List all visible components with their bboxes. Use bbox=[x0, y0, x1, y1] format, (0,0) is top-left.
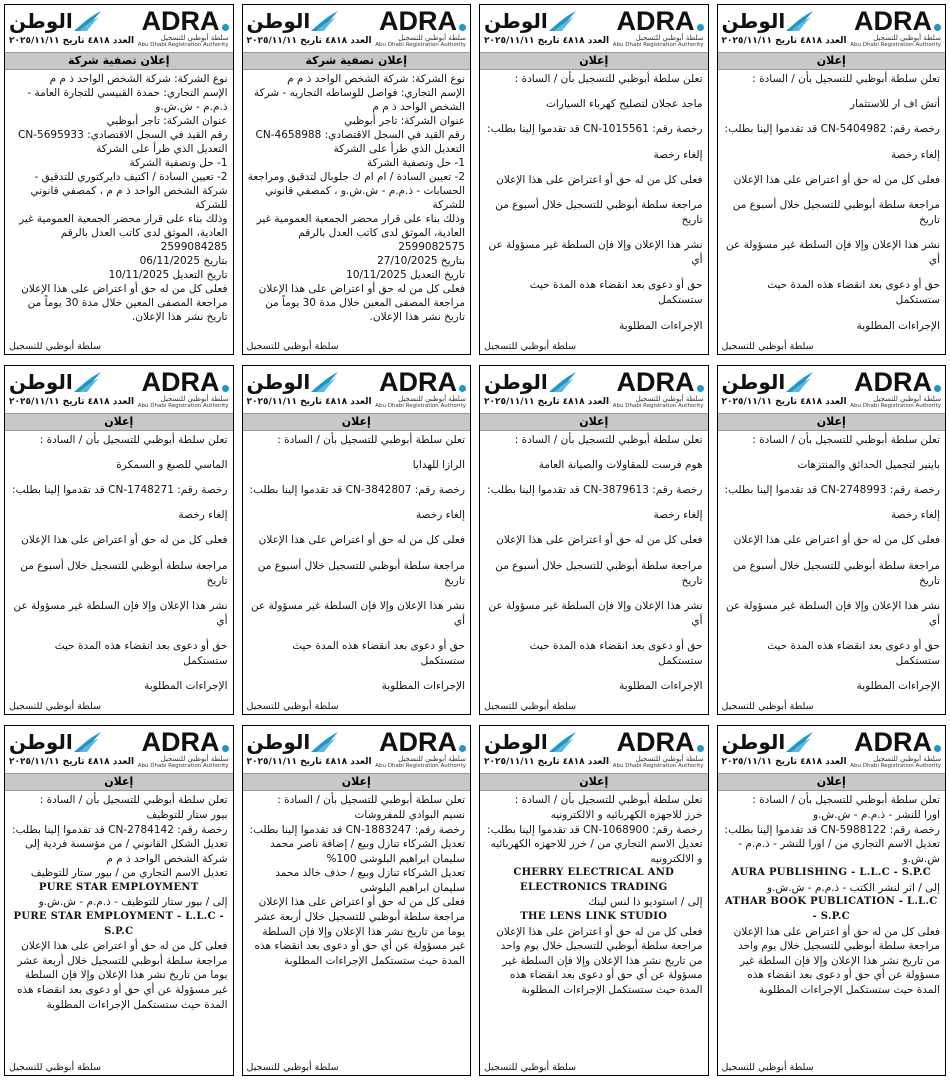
adra-arabic-name: سلطة أبوظبي للتسجيل bbox=[635, 755, 704, 764]
notice-line: التعديل الذي طرأ على الشركة bbox=[96, 143, 228, 155]
notice-line: تعلن سلطة أبوظبي للتسجيل بأن / السادة : bbox=[39, 794, 228, 807]
authority-signature: سلطة أبوظبي للتسجيل bbox=[721, 701, 814, 713]
alwatan-swoosh-icon bbox=[546, 9, 578, 33]
notice-line: فعلى كل من له حق أو اعتراض على هذا الإعلان bbox=[21, 534, 228, 547]
card-header bbox=[5, 726, 233, 773]
alwatan-wordmark: الوطن bbox=[9, 730, 73, 755]
notice-card-cancel-2 bbox=[479, 4, 709, 355]
notice-line: عنوان الشركة: تاجر أبوظبي bbox=[106, 115, 228, 127]
notice-line: رقم القيد في السجل الاقتصادي: CN-5695933 bbox=[18, 129, 228, 141]
adra-logo bbox=[138, 729, 229, 770]
notice-line: رخصة رقم: CN-3842807 قد تقدموا إلينا بطلب: bbox=[249, 484, 465, 497]
notice-line: باينير لتجميل الحدائق والمنتزهات bbox=[797, 458, 940, 471]
adra-arabic-name: سلطة أبوظبي للتسجيل bbox=[160, 755, 229, 764]
alwatan-wordmark: الوطن bbox=[9, 9, 73, 33]
notice-line: إلى / اثر لنشر الكتب - ذ.م.م - ش.ش.و bbox=[767, 881, 940, 894]
adra-dot-icon bbox=[222, 24, 229, 31]
authority-signature: سلطة أبوظبي للتسجيل bbox=[9, 340, 102, 352]
notice-title-bar: إعلان bbox=[718, 773, 946, 791]
authority-signature: سلطة أبوظبي للتسجيل bbox=[721, 1061, 814, 1073]
notice-line: وذلك بناء على قرار محضر الجمعية العمومية غير العادية، الموثق لدى كاتب العدل بالرقم 2599084285 bbox=[19, 213, 228, 253]
adra-wordmark: ADRA bbox=[854, 727, 932, 758]
alwatan-swoosh-icon bbox=[308, 9, 340, 33]
alwatan-masthead bbox=[247, 729, 372, 767]
notice-line: الإجراءات المطلوبة bbox=[619, 680, 703, 693]
notice-line: AURA PUBLISHING - L.L.C - S.P.C bbox=[731, 867, 932, 879]
adra-logo bbox=[137, 366, 229, 410]
alwatan-swoosh-icon bbox=[71, 370, 103, 394]
adra-arabic-name: سلطة أبوظبي للتسجيل bbox=[873, 394, 941, 403]
issue-date: العدد ٤٨١٨ تاريخ ٢٠٢٥/١١/١١ bbox=[484, 757, 610, 768]
adra-logo bbox=[850, 8, 941, 49]
alwatan-logo bbox=[9, 729, 103, 755]
adra-logo bbox=[613, 729, 704, 770]
notice-line: إلى / استوديو ذا لنس لينك bbox=[588, 896, 703, 909]
adra-dot-icon bbox=[934, 745, 941, 752]
notice-line: نشر هذا الإعلان وإلا فإن السلطة غير مسؤولة عن أي bbox=[13, 599, 228, 627]
notice-line: الإجراءات المطلوبة bbox=[144, 680, 228, 693]
alwatan-swoosh-icon bbox=[308, 730, 340, 754]
adra-logo bbox=[138, 8, 229, 49]
authority-signature: سلطة أبوظبي للتسجيل bbox=[484, 340, 577, 352]
notice-title-bar: إعلان تصفية شركة bbox=[243, 52, 471, 70]
notice-body bbox=[243, 70, 471, 354]
notice-line: PURE STAR EMPLOYMENT - L.L.C - S.P.C bbox=[13, 911, 224, 937]
adra-wordmark: ADRA bbox=[379, 6, 457, 36]
notice-line: إلغاء رخصة bbox=[891, 148, 940, 161]
notice-line: تعديل الشركاء تنازل وبيع / حذف خالد محمد سليمان ابراهيم البلوشى bbox=[275, 867, 465, 894]
issue-date: العدد ٤٨١٨ تاريخ ٢٠٢٥/١١/١١ bbox=[721, 757, 847, 768]
notice-line: الرازا للهدايا bbox=[412, 458, 465, 471]
notice-line: تعلن سلطة أبوظبي للتسجيل بأن / السادة : bbox=[514, 73, 703, 85]
alwatan-masthead bbox=[722, 369, 847, 407]
issue-date: العدد ٤٨١٨ تاريخ ٢٠٢٥/١١/١١ bbox=[9, 396, 135, 407]
notice-line: نشر هذا الإعلان وإلا فإن السلطة غير مسؤولة عن أي bbox=[725, 239, 940, 267]
notice-line: نوع الشركة: شركة الشخص الواحد ذ م م bbox=[287, 73, 465, 85]
card-header bbox=[480, 726, 708, 773]
alwatan-wordmark: الوطن bbox=[721, 369, 786, 394]
notice-title-bar: إعلان bbox=[480, 773, 708, 791]
alwatan-logo bbox=[722, 8, 816, 34]
alwatan-wordmark: الوطن bbox=[246, 369, 311, 394]
notice-title-bar: إعلان bbox=[480, 52, 708, 70]
notice-line: الإسم التجاري: حمدة القبيسي للتجارة العامة - ذ.م.م - ش.ش.و bbox=[27, 87, 228, 113]
notice-line: إلغاء رخصة bbox=[416, 509, 465, 522]
notice-body bbox=[718, 70, 946, 354]
authority-signature: سلطة أبوظبي للتسجيل bbox=[484, 1061, 577, 1073]
notice-body bbox=[718, 431, 946, 715]
notice-title-bar: إعلان bbox=[718, 413, 946, 431]
notice-line: تعديل الشركاء تنازل وبيع / إضافة ناصر محمد سليمان ابراهيم البلوشى 100% bbox=[270, 838, 465, 865]
notice-line: 2- تعيين السادة / ام ام ك جلوبال لتدقيق ومراجعة الحسابات - ذ.م.م - ش.ش.و ، كمصفي قانوني للشركة bbox=[247, 171, 465, 211]
notice-line: PURE STAR EMPLOYMENT bbox=[38, 881, 199, 893]
notice-line: فعلى كل من له حق أو اعتراض على هذا الإعلان مراجعة سلطة أبوظبي للتسجيل خلال أربعة عشر يوما من تاريخ نشر هذا الإعلان وإلا فإن السلطة غير مسؤولة عن أي حق أو دعوى بعد انقضاء هذه المدة حيث ستستكمل الإجراءات المطلوبة bbox=[254, 896, 465, 967]
notice-line: ATHAR BOOK PUBLICATION - L.L.C - S.P.C bbox=[724, 896, 938, 923]
adra-wordmark: ADRA bbox=[616, 366, 695, 397]
notice-body bbox=[718, 791, 946, 1075]
notice-line: رخصة رقم: CN-1068900 قد تقدموا إلينا بطلب: bbox=[487, 823, 703, 836]
adra-dot-icon bbox=[222, 745, 229, 752]
adra-logo bbox=[850, 366, 941, 410]
notice-line: حق أو دعوى بعد انقضاء هذه المدة حيث ستستكمل bbox=[54, 640, 228, 668]
adra-wordmark: ADRA bbox=[616, 6, 695, 36]
alwatan-wordmark: الوطن bbox=[721, 730, 786, 755]
notice-title-bar: إعلان bbox=[480, 413, 708, 431]
alwatan-masthead bbox=[247, 369, 372, 407]
alwatan-wordmark: الوطن bbox=[9, 369, 73, 394]
adra-dot-icon bbox=[697, 385, 704, 392]
notice-line: فعلى كل من له حق أو اعتراض على هذا الإعلان bbox=[258, 534, 465, 547]
alwatan-swoosh-icon bbox=[71, 730, 103, 754]
alwatan-logo bbox=[722, 369, 816, 395]
notice-line: رخصة رقم: CN-5988122 قد تقدموا إلينا بطلب: bbox=[724, 823, 940, 836]
notice-card-cancel-6 bbox=[4, 365, 234, 716]
adra-dot-icon bbox=[222, 385, 229, 392]
notice-line: رخصة رقم: CN-1748271 قد تقدموا إلينا بطلب: bbox=[12, 484, 228, 497]
notice-line: تاريخ التعديل 10/11/2025 bbox=[108, 269, 228, 281]
notice-line: وذلك بناء على قرار محضر الجمعية العمومية غير العادية، الموثق لدى كاتب العدل بالرقم 2599082575 bbox=[256, 213, 465, 253]
adra-arabic-name: سلطة أبوظبي للتسجيل bbox=[873, 755, 941, 764]
notice-line: تعديل الاسم التجاري من / خرز للاجهزه الكهربائيه و الالكترونيه bbox=[490, 838, 703, 865]
alwatan-swoosh-icon bbox=[546, 370, 578, 394]
notice-line: تعلن سلطة أبوظبي للتسجيل بأن / السادة : bbox=[752, 73, 940, 85]
issue-date: العدد ٤٨١٨ تاريخ ٢٠٢٥/١١/١١ bbox=[246, 757, 372, 768]
notice-line: رخصة رقم: CN-1015561 قد تقدموا إلينا بطلب: bbox=[487, 123, 703, 136]
adra-logo bbox=[613, 8, 704, 49]
card-header bbox=[5, 5, 233, 52]
notice-line: فعلى كل من له حق أو اعتراض على هذا الإعلان مراجعة سلطة أبوظبي للتسجيل خلال أربعة عشر يوما من تاريخ نشر هذا الإعلان وإلا فإن السلطة غير مسؤولة عن أي حق أو دعوى بعد انقضاء هذه المدة حيث ستستكمل الإجراءات المطلوبة bbox=[17, 940, 228, 1011]
notice-line: تعلن سلطة أبوظبي للتسجيل بأن / السادة : bbox=[514, 433, 703, 446]
notice-line: تعديل الاسم التجاري من / اورا للنشر - ذ.م.م - ش.ش.و bbox=[738, 838, 940, 865]
notice-line: مراجعة سلطة أبوظبي للتسجيل خلال أسبوع من تاريخ bbox=[20, 559, 228, 587]
notice-line: بتاريخ 06/11/2025 bbox=[139, 255, 228, 267]
adra-wordmark: ADRA bbox=[854, 6, 932, 36]
notice-line: مراجعة سلطة أبوظبي للتسجيل خلال أسبوع من تاريخ bbox=[495, 559, 703, 587]
authority-signature: سلطة أبوظبي للتسجيل bbox=[246, 701, 339, 713]
adra-wordmark: ADRA bbox=[141, 6, 220, 36]
alwatan-masthead bbox=[722, 729, 847, 767]
issue-date: العدد ٤٨١٨ تاريخ ٢٠٢٥/١١/١١ bbox=[721, 396, 847, 407]
alwatan-swoosh-icon bbox=[783, 730, 815, 754]
alwatan-logo bbox=[9, 8, 103, 34]
adra-logo bbox=[850, 729, 941, 770]
adra-arabic-name: سلطة أبوظبي للتسجيل bbox=[873, 34, 941, 42]
alwatan-wordmark: الوطن bbox=[484, 369, 548, 394]
notice-line: إلغاء رخصة bbox=[178, 509, 228, 522]
alwatan-swoosh-icon bbox=[783, 370, 815, 394]
notice-line: فعلى كل من له حق أو اعتراض على هذا الإعلان مراجعة سلطة أبوظبي للتسجيل خلال يوم واحد من تاريخ نشر هذا الإعلان وإلا فإن السلطة غير مسؤولة عن أي حق أو دعوى بعد انقضاء هذه المدة حيث ستستكمل الإجراءات المطلوبة bbox=[733, 925, 940, 997]
notice-line: ماجد عجلان لتصليح كهرباء السيارات bbox=[545, 98, 703, 111]
alwatan-masthead bbox=[9, 729, 134, 767]
notice-body bbox=[243, 791, 471, 1075]
adra-wordmark: ADRA bbox=[141, 366, 220, 397]
notice-line: تعديل الشكل القانوني / من مؤسسة فردية إلى شركة الشخص الواحد ذ م م bbox=[24, 838, 228, 865]
notice-line: فعلى كل من له حق أو اعتراض على هذا الإعلان مراجعة سلطة أبوظبي للتسجيل خلال يوم واحد من تاريخ نشر هذا الإعلان وإلا فإن السلطة غير مسؤولة عن أي حق أو دعوى بعد انقضاء هذه المدة حيث ستستكمل الإجراءات المطلوبة bbox=[496, 925, 703, 997]
notice-body bbox=[480, 431, 708, 715]
notice-title-bar: إعلان bbox=[243, 413, 471, 431]
adra-english-name: Abu Dhabi Registration Authority bbox=[850, 402, 941, 409]
issue-date: العدد ٤٨١٨ تاريخ ٢٠٢٥/١١/١١ bbox=[484, 396, 610, 407]
issue-date: العدد ٤٨١٨ تاريخ ٢٠٢٥/١١/١١ bbox=[484, 36, 610, 46]
notice-body bbox=[5, 70, 233, 354]
adra-wordmark: ADRA bbox=[379, 366, 457, 397]
adra-logo bbox=[612, 366, 704, 410]
alwatan-logo bbox=[9, 369, 103, 395]
notice-line: نشر هذا الإعلان وإلا فإن السلطة غير مسؤولة عن أي bbox=[725, 599, 940, 627]
notice-body bbox=[5, 791, 233, 1075]
notice-line: عنوان الشركة: تاجر أبوظبي bbox=[344, 115, 465, 127]
notice-card-cancel-5 bbox=[242, 365, 472, 716]
notice-line: فعلى كل من له حق أو اعتراض على هذا الإعلان bbox=[733, 534, 940, 547]
notice-line: 1- حل وتصفية الشركة bbox=[129, 157, 228, 169]
adra-english-name: Abu Dhabi Registration Authority bbox=[850, 42, 941, 48]
notice-line: بيور ستار للتوظيف bbox=[146, 808, 228, 821]
notice-line: رقم القيد في السجل الاقتصادي: CN-4658988 bbox=[255, 129, 465, 141]
adra-arabic-name: سلطة أبوظبي للتسجيل bbox=[160, 394, 229, 403]
notice-line: نوع الشركة: شركة الشخص الواحد ذ م م bbox=[49, 73, 228, 85]
alwatan-swoosh-icon bbox=[783, 9, 815, 33]
adra-logo bbox=[375, 8, 466, 49]
card-header bbox=[718, 366, 946, 413]
adra-english-name: Abu Dhabi Registration Authority bbox=[375, 42, 466, 48]
notice-card-liquidation-1 bbox=[242, 4, 472, 355]
notice-card-cancel-4 bbox=[479, 365, 709, 716]
notice-line: إلغاء رخصة bbox=[653, 509, 703, 522]
adra-dot-icon bbox=[697, 745, 704, 752]
notice-line: بتاريخ 27/10/2025 bbox=[377, 255, 465, 267]
notice-line: مراجعة سلطة أبوظبي للتسجيل خلال أسبوع من تاريخ bbox=[732, 559, 940, 587]
notice-line: مراجعة سلطة أبوظبي للتسجيل خلال أسبوع من تاريخ bbox=[257, 559, 465, 587]
notice-line: مراجعة سلطة أبوظبي للتسجيل خلال أسبوع من تاريخ bbox=[732, 199, 940, 227]
notice-line: تعلن سلطة أبوظبي للتسجيل بأن / السادة : bbox=[277, 794, 465, 807]
notice-line: الإسم التجاري: فواصل للوساطه التجاريه - شركة الشخص الواحد ذ م م bbox=[253, 87, 465, 113]
adra-arabic-name: سلطة أبوظبي للتسجيل bbox=[160, 34, 229, 42]
notice-line: نشر هذا الإعلان وإلا فإن السلطة غير مسؤولة عن أي bbox=[488, 599, 703, 627]
adra-logo bbox=[375, 366, 466, 410]
notice-line: فعلى كل من له حق أو اعتراض على هذا الإعلان bbox=[496, 534, 703, 547]
adra-arabic-name: سلطة أبوظبي للتسجيل bbox=[635, 34, 704, 42]
alwatan-masthead bbox=[9, 8, 134, 46]
card-header bbox=[480, 366, 708, 413]
notice-line: رخصة رقم: CN-2748993 قد تقدموا إلينا بطلب: bbox=[724, 484, 940, 497]
notice-line: الماسي للصبغ و السمكرة bbox=[116, 458, 228, 471]
alwatan-swoosh-icon bbox=[546, 730, 578, 754]
notice-line: تعلن سلطة أبوظبي للتسجيل بأن / السادة : bbox=[39, 433, 228, 446]
notice-line: رخصة رقم: CN-1883247 قد تقدموا إلينا بطلب: bbox=[249, 823, 465, 836]
notice-title-bar: إعلان bbox=[5, 413, 233, 431]
card-header bbox=[480, 5, 708, 52]
notice-line: نشر هذا الإعلان وإلا فإن السلطة غير مسؤولة عن أي bbox=[250, 599, 465, 627]
notice-line: تعلن سلطة أبوظبي للتسجيل بأن / السادة : bbox=[514, 794, 703, 807]
issue-date: العدد ٤٨١٨ تاريخ ٢٠٢٥/١١/١١ bbox=[721, 36, 847, 46]
notice-line: حق أو دعوى بعد انقضاء هذه المدة حيث ستستكمل bbox=[767, 640, 940, 668]
notice-line: خرز للاجهزه الكهربائيه و الالكترونيه bbox=[550, 808, 703, 821]
notice-card-amend-1 bbox=[717, 725, 947, 1076]
adra-arabic-name: سلطة أبوظبي للتسجيل bbox=[398, 34, 466, 42]
adra-dot-icon bbox=[459, 385, 466, 392]
notice-title-bar: إعلان bbox=[243, 773, 471, 791]
notice-line: حق أو دعوى بعد انقضاء هذه المدة حيث ستستكمل bbox=[529, 279, 703, 307]
notice-line: فعلى كل من له حق أو اعتراض على هذا الإعلان مراجعة المصفى المعين خلال مدة 30 يوماً من تاريخ نشر هذا الإعلان. bbox=[21, 283, 228, 323]
notice-line: تعلن سلطة أبوظبي للتسجيل بأن / السادة : bbox=[277, 433, 465, 446]
alwatan-masthead bbox=[247, 8, 372, 46]
alwatan-masthead bbox=[484, 8, 609, 46]
notice-line: فعلى كل من له حق أو اعتراض على هذا الإعلان bbox=[496, 173, 703, 186]
alwatan-masthead bbox=[722, 8, 847, 46]
notice-line: THE LENS LINK STUDIO bbox=[520, 911, 668, 923]
alwatan-wordmark: الوطن bbox=[484, 9, 548, 33]
notice-line: تاريخ التعديل 10/11/2025 bbox=[346, 269, 465, 281]
card-header bbox=[5, 366, 233, 413]
notice-line: أتش اف ار للاستثمار bbox=[850, 98, 940, 111]
alwatan-masthead bbox=[484, 729, 609, 767]
notice-line: الإجراءات المطلوبة bbox=[856, 319, 940, 332]
alwatan-masthead bbox=[484, 369, 609, 407]
card-header bbox=[718, 5, 946, 52]
notice-line: فعلى كل من له حق أو اعتراض على هذا الإعلان bbox=[733, 173, 940, 186]
notice-line: الإجراءات المطلوبة bbox=[619, 319, 703, 332]
notice-body bbox=[480, 791, 708, 1075]
adra-english-name: Abu Dhabi Registration Authority bbox=[612, 42, 704, 48]
notices-grid bbox=[4, 4, 946, 1076]
notice-line: تعديل الاسم التجاري من / بيور ستار للتوظيف bbox=[30, 867, 228, 880]
adra-wordmark: ADRA bbox=[141, 727, 220, 758]
notice-body bbox=[5, 431, 233, 715]
adra-english-name: Abu Dhabi Registration Authority bbox=[375, 402, 466, 409]
alwatan-logo bbox=[484, 729, 578, 755]
notice-body bbox=[243, 431, 471, 715]
notice-title-bar: إعلان تصفية شركة bbox=[5, 52, 233, 70]
adra-arabic-name: سلطة أبوظبي للتسجيل bbox=[635, 394, 704, 403]
adra-english-name: Abu Dhabi Registration Authority bbox=[850, 763, 941, 770]
alwatan-swoosh-icon bbox=[308, 370, 340, 394]
issue-date: العدد ٤٨١٨ تاريخ ٢٠٢٥/١١/١١ bbox=[246, 36, 372, 46]
notice-card-cancel-1 bbox=[717, 4, 947, 355]
card-header bbox=[718, 726, 946, 773]
notice-line: الإجراءات المطلوبة bbox=[381, 680, 465, 693]
alwatan-logo bbox=[484, 369, 578, 395]
alwatan-logo bbox=[247, 369, 341, 395]
adra-english-name: Abu Dhabi Registration Authority bbox=[375, 763, 466, 770]
alwatan-logo bbox=[247, 729, 341, 755]
alwatan-wordmark: الوطن bbox=[721, 9, 786, 33]
adra-arabic-name: سلطة أبوظبي للتسجيل bbox=[398, 394, 466, 403]
adra-english-name: Abu Dhabi Registration Authority bbox=[612, 763, 704, 770]
notice-line: حق أو دعوى بعد انقضاء هذه المدة حيث ستستكمل bbox=[767, 279, 940, 307]
adra-english-name: Abu Dhabi Registration Authority bbox=[137, 402, 229, 409]
adra-wordmark: ADRA bbox=[379, 727, 457, 758]
notice-line: CHERRY ELECTRICAL AND ELECTRONICS TRADING bbox=[513, 867, 675, 893]
notice-line: رخصة رقم: CN-2784142 قد تقدموا إلينا بطلب: bbox=[12, 823, 228, 836]
notice-card-cancel-3 bbox=[717, 365, 947, 716]
adra-dot-icon bbox=[934, 24, 941, 31]
card-header bbox=[243, 726, 471, 773]
notice-line: الإجراءات المطلوبة bbox=[856, 680, 940, 693]
alwatan-logo bbox=[247, 8, 341, 34]
alwatan-masthead bbox=[9, 369, 134, 407]
notice-title-bar: إعلان bbox=[5, 773, 233, 791]
notice-line: 1- حل وتصفية الشركة bbox=[366, 157, 465, 169]
authority-signature: سلطة أبوظبي للتسجيل bbox=[9, 701, 102, 713]
adra-english-name: Abu Dhabi Registration Authority bbox=[137, 42, 229, 48]
adra-english-name: Abu Dhabi Registration Authority bbox=[612, 402, 704, 409]
notice-line: رخصة رقم: CN-5404982 قد تقدموا إلينا بطلب: bbox=[724, 123, 940, 136]
notice-card-amend-4 bbox=[4, 725, 234, 1076]
card-header bbox=[243, 5, 471, 52]
notice-line: نسيم البوادي للمفروشات bbox=[354, 808, 465, 821]
notice-line: حق أو دعوى بعد انقضاء هذه المدة حيث ستستكمل bbox=[529, 640, 703, 668]
notice-line: 2- تعيين السادة / اكتيف دايركتوري للتدقيق - شركة الشخص الواحد ذ م م ، كمصفي قانوني للشركة bbox=[30, 171, 228, 211]
authority-signature: سلطة أبوظبي للتسجيل bbox=[246, 1061, 339, 1073]
notice-line: إلغاء رخصة bbox=[891, 509, 940, 522]
notice-line: فعلى كل من له حق أو اعتراض على هذا الإعلان مراجعة المصفى المعين خلال مدة 30 يوماً من تاريخ نشر هذا الإعلان. bbox=[258, 283, 465, 323]
adra-arabic-name: سلطة أبوظبي للتسجيل bbox=[398, 755, 466, 764]
alwatan-swoosh-icon bbox=[71, 9, 103, 33]
notice-line: نشر هذا الإعلان وإلا فإن السلطة غير مسؤولة عن أي bbox=[488, 239, 703, 267]
issue-date: العدد ٤٨١٨ تاريخ ٢٠٢٥/١١/١١ bbox=[246, 396, 372, 407]
notice-line: رخصة رقم: CN-3879613 قد تقدموا إلينا بطلب: bbox=[487, 484, 703, 497]
notice-card-liquidation-2 bbox=[4, 4, 234, 355]
authority-signature: سلطة أبوظبي للتسجيل bbox=[9, 1061, 102, 1073]
adra-logo bbox=[375, 729, 466, 770]
authority-signature: سلطة أبوظبي للتسجيل bbox=[484, 701, 577, 713]
issue-date: العدد ٤٨١٨ تاريخ ٢٠٢٥/١١/١١ bbox=[9, 757, 135, 768]
notice-line: تعلن سلطة أبوظبي للتسجيل بأن / السادة : bbox=[752, 794, 940, 807]
alwatan-wordmark: الوطن bbox=[246, 9, 311, 33]
notice-card-amend-3 bbox=[242, 725, 472, 1076]
notice-title-bar: إعلان bbox=[718, 52, 946, 70]
notice-line: تعلن سلطة أبوظبي للتسجيل بأن / السادة : bbox=[752, 433, 940, 446]
adra-wordmark: ADRA bbox=[854, 366, 932, 397]
notice-card-amend-2 bbox=[479, 725, 709, 1076]
notice-line: حق أو دعوى بعد انقضاء هذه المدة حيث ستستكمل bbox=[292, 640, 465, 668]
notice-line: إلى / بيور ستار للتوظيف - ذ.م.م - ش.ش.و bbox=[38, 896, 228, 909]
alwatan-logo bbox=[722, 729, 816, 755]
notice-line: إلغاء رخصة bbox=[653, 148, 703, 161]
notice-line: هوم فرست للمقاولات والصيانة العامة bbox=[538, 458, 703, 471]
authority-signature: سلطة أبوظبي للتسجيل bbox=[246, 340, 339, 352]
authority-signature: سلطة أبوظبي للتسجيل bbox=[721, 340, 814, 352]
adra-dot-icon bbox=[934, 385, 941, 392]
notice-line: اورا للنشر - ذ.م.م - ش.ش.و bbox=[813, 808, 940, 821]
alwatan-wordmark: الوطن bbox=[484, 730, 548, 755]
adra-dot-icon bbox=[459, 745, 466, 752]
alwatan-wordmark: الوطن bbox=[246, 730, 311, 755]
notice-line: التعديل الذي طرأ على الشركة bbox=[333, 143, 465, 155]
alwatan-logo bbox=[484, 8, 578, 34]
adra-wordmark: ADRA bbox=[616, 727, 695, 758]
issue-date: العدد ٤٨١٨ تاريخ ٢٠٢٥/١١/١١ bbox=[9, 36, 135, 46]
adra-dot-icon bbox=[697, 24, 704, 31]
notice-line: مراجعة سلطة أبوظبي للتسجيل خلال أسبوع من تاريخ bbox=[495, 199, 703, 227]
card-header bbox=[243, 366, 471, 413]
notice-body bbox=[480, 70, 708, 354]
adra-dot-icon bbox=[459, 24, 466, 31]
adra-english-name: Abu Dhabi Registration Authority bbox=[137, 763, 229, 770]
